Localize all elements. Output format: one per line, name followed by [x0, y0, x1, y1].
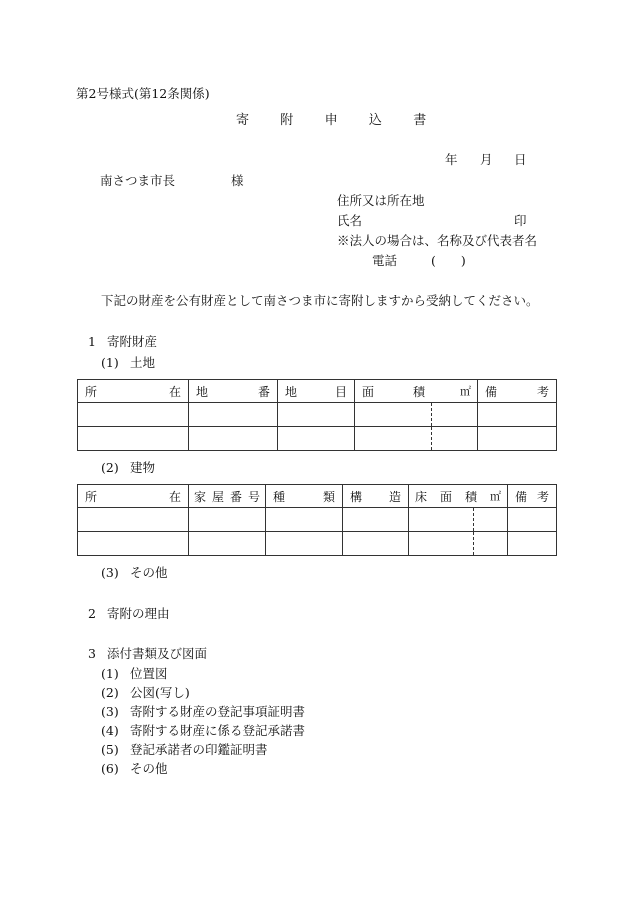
cell-remarks[interactable]: [508, 508, 557, 532]
table-row: [78, 508, 557, 532]
header-area: 面 積 ㎡: [355, 380, 478, 403]
title-char: 込: [368, 113, 382, 128]
other-label: その他: [130, 565, 168, 580]
table-row: [78, 532, 557, 556]
cell-area-decimal[interactable]: [432, 403, 478, 427]
cell-location[interactable]: [78, 508, 189, 532]
land-label: 土地: [130, 355, 156, 370]
address-label: 住所又は所在地: [337, 193, 425, 208]
area-unit: ㎡: [459, 385, 471, 398]
form-number: 第2号様式(第12条関係): [76, 86, 210, 101]
seal-mark: 印: [514, 213, 527, 228]
cell-remarks[interactable]: [508, 532, 557, 556]
cell-type[interactable]: [266, 532, 343, 556]
header-land-category: 地 目: [278, 380, 355, 403]
cell-location[interactable]: [78, 403, 189, 427]
area-unit: ㎡: [490, 490, 501, 503]
section3-title: 添付書類及び図面: [107, 646, 208, 661]
attachment-number: (1): [101, 666, 119, 681]
header-remarks: 備 考: [478, 380, 557, 403]
title-char: 寄: [236, 113, 250, 128]
cell-land-category[interactable]: [278, 403, 355, 427]
cell-floor-area-decimal[interactable]: [474, 532, 508, 556]
addressee-name: 南さつま市長: [100, 173, 176, 188]
attachment-number: (6): [101, 761, 119, 776]
building-label-number: (2): [101, 460, 119, 475]
land-table-header: [78, 380, 557, 403]
cell-structure[interactable]: [343, 532, 409, 556]
header-location: 所 在: [78, 380, 189, 403]
attachment-label: 位置図: [130, 666, 168, 681]
cell-floor-area-decimal[interactable]: [474, 508, 508, 532]
document-title: [236, 114, 426, 127]
building-table-header: [78, 485, 557, 508]
attachment-number: (4): [101, 723, 119, 738]
date-month: 月: [480, 152, 493, 167]
cell-land-category[interactable]: [278, 427, 355, 451]
cell-house-number[interactable]: [189, 508, 266, 532]
addressee-honorific: 様: [231, 173, 244, 188]
corporation-note: ※法人の場合は、名称及び代表者名: [337, 233, 538, 248]
attachment-label: 寄附する財産の登記事項証明書: [130, 704, 306, 719]
phone-parens: ( ): [431, 253, 466, 268]
intro-text: 下記の財産を公有財産として南さつま市に寄附しますから受納してください。: [101, 293, 539, 308]
section2-number: 2: [88, 606, 96, 621]
table-row: [78, 403, 557, 427]
table-row: [78, 427, 557, 451]
section1-number: 1: [88, 334, 96, 349]
cell-area-integer[interactable]: [355, 427, 432, 451]
building-label: 建物: [130, 460, 156, 475]
land-label-number: (1): [101, 355, 119, 370]
title-char: 附: [280, 113, 294, 128]
cell-floor-area-integer[interactable]: [409, 508, 474, 532]
cell-type[interactable]: [266, 508, 343, 532]
cell-house-number[interactable]: [189, 532, 266, 556]
attachment-label: 登記承諾者の印鑑証明書: [130, 742, 268, 757]
header-location: 所 在: [78, 485, 189, 508]
land-table: [77, 379, 557, 451]
attachment-number: (3): [101, 704, 119, 719]
cell-area-integer[interactable]: [355, 403, 432, 427]
cell-floor-area-integer[interactable]: [409, 532, 474, 556]
header-type: 種 類: [266, 485, 343, 508]
other-label-number: (3): [101, 565, 119, 580]
name-label: 氏名: [337, 213, 363, 228]
header-house-number: 家 屋 番 号: [189, 485, 266, 508]
cell-area-decimal[interactable]: [432, 427, 478, 451]
date-year: 年: [445, 152, 458, 167]
header-remarks: 備 考: [508, 485, 557, 508]
phone-label: 電話: [372, 253, 398, 268]
section2-title: 寄附の理由: [107, 606, 170, 621]
cell-lot-number[interactable]: [189, 427, 278, 451]
attachment-label: 寄附する財産に係る登記承諾書: [130, 723, 306, 738]
cell-lot-number[interactable]: [189, 403, 278, 427]
building-table: [77, 484, 557, 556]
cell-remarks[interactable]: [478, 403, 557, 427]
section1-title: 寄附財産: [107, 334, 158, 349]
header-lot-number: 地 番: [189, 380, 278, 403]
date-day: 日: [514, 152, 527, 167]
cell-remarks[interactable]: [478, 427, 557, 451]
title-char: 申: [324, 113, 338, 128]
cell-structure[interactable]: [343, 508, 409, 532]
title-char: 書: [413, 113, 427, 128]
header-floor-area: 床 面 積 ㎡: [409, 485, 508, 508]
attachment-number: (5): [101, 742, 119, 757]
attachment-number: (2): [101, 685, 119, 700]
header-structure: 構 造: [343, 485, 409, 508]
attachment-label: その他: [130, 761, 168, 776]
cell-location[interactable]: [78, 427, 189, 451]
section3-number: 3: [88, 646, 96, 661]
cell-location[interactable]: [78, 532, 189, 556]
attachment-label: 公図(写し): [130, 685, 190, 700]
